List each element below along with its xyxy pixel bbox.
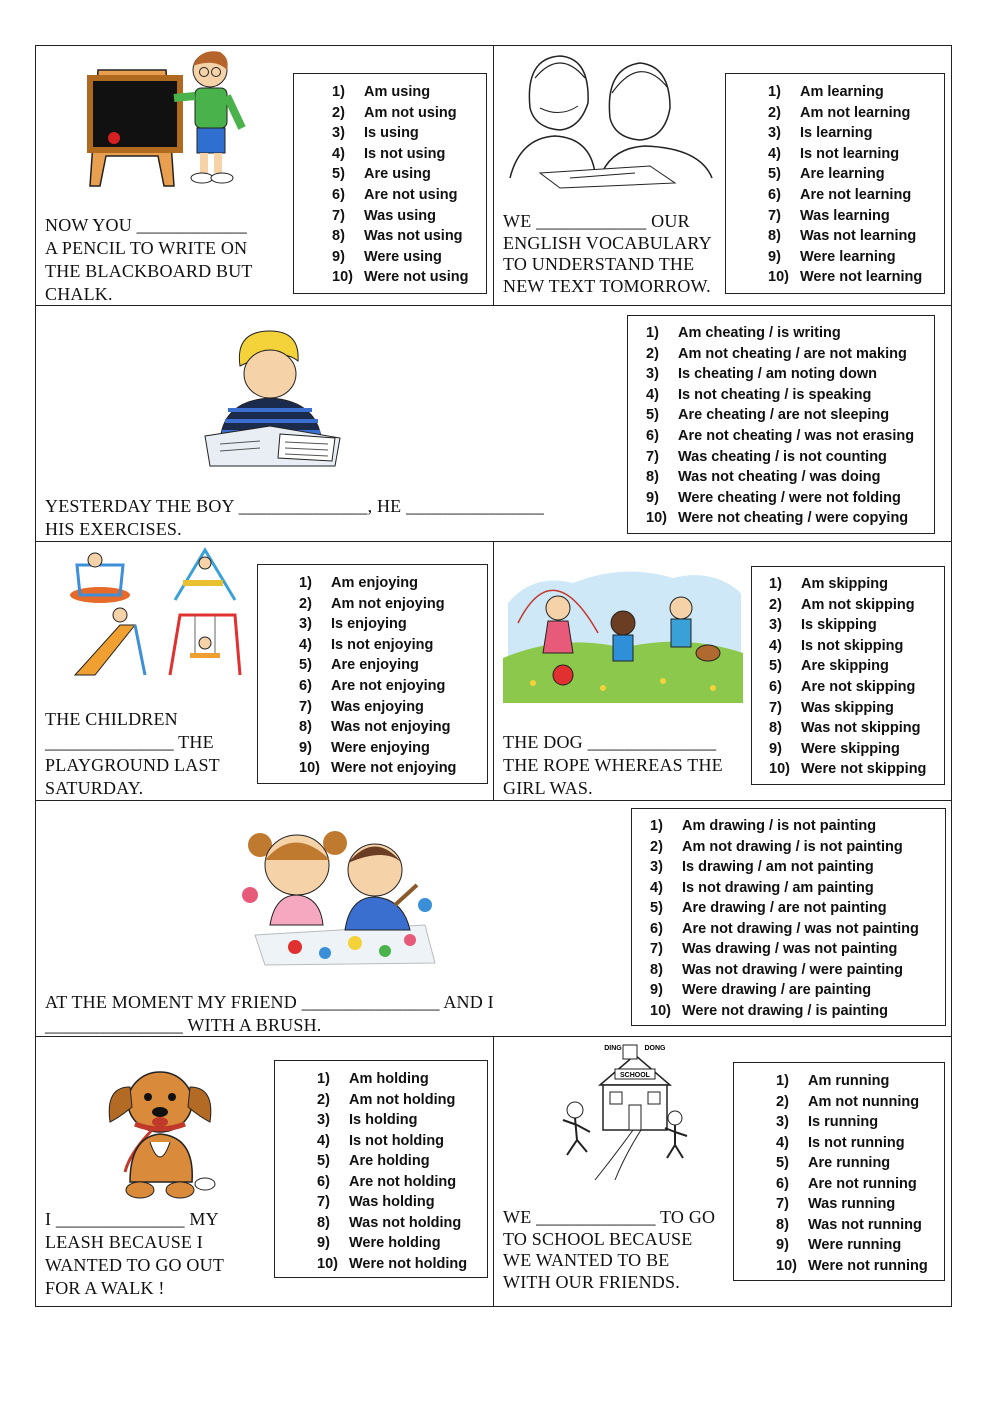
option-item[interactable]: 3) Is using	[332, 125, 419, 142]
option-item[interactable]: 1) Am enjoying	[299, 575, 419, 591]
option-item[interactable]: 1) Am running	[776, 1073, 890, 1089]
option-item[interactable]: 10) Were not enjoying	[299, 760, 457, 777]
option-item[interactable]: 1) Am learning	[768, 84, 884, 100]
option-item[interactable]: 10) Were not running	[776, 1257, 928, 1274]
option-item[interactable]: 7) Was enjoying	[299, 698, 424, 715]
options-box-running	[733, 1062, 945, 1281]
question-line: WE ____________ OUR	[503, 211, 690, 231]
question-line: NOW YOU ____________	[45, 215, 247, 235]
option-item[interactable]: 1) Am drawing / is not painting	[650, 818, 877, 834]
bell-right-text: DONG	[644, 1045, 666, 1052]
question-line: WE WANTED TO BE	[503, 1250, 670, 1270]
option-item[interactable]: 9) Were running	[776, 1237, 902, 1253]
option-item[interactable]: 7) Was drawing / was not painting	[650, 941, 898, 957]
question-line: GIRL WAS.	[503, 778, 593, 798]
option-item[interactable]: 8) Was not enjoying	[299, 719, 451, 736]
option-item[interactable]: 3) Is running	[776, 1114, 879, 1130]
option-item[interactable]: 9) Were holding	[317, 1235, 441, 1251]
option-item[interactable]: 8) Was not using	[332, 228, 463, 245]
option-item[interactable]: 5) Are cheating / are not sleeping	[646, 407, 890, 424]
option-item[interactable]: 3) Is learning	[768, 125, 873, 142]
column-divider	[493, 541, 494, 800]
question-line: AT THE MOMENT MY FRIEND _______________ AND I	[45, 992, 494, 1012]
options-list	[332, 82, 486, 288]
dog-leash-illustration	[100, 1062, 220, 1202]
option-item[interactable]: 10) Were not cheating / were copying	[646, 510, 909, 527]
column-divider	[493, 1036, 494, 1307]
school-running-illustration	[555, 1040, 695, 1188]
option-item[interactable]: 2) Am not using	[332, 104, 457, 121]
option-item[interactable]: 6) Are not skipping	[769, 678, 916, 695]
option-item[interactable]: 7) Was skipping	[769, 699, 894, 716]
option-item[interactable]: 6) Are not drawing / was not painting	[650, 920, 919, 937]
question-drawing	[45, 991, 494, 1037]
option-item[interactable]: 9) Were enjoying	[299, 739, 430, 756]
options-box-learning	[725, 73, 945, 294]
option-item[interactable]: 4) Is not running	[776, 1134, 905, 1151]
option-item[interactable]: 10) Were not drawing / is painting	[650, 1002, 888, 1019]
option-item[interactable]: 5) Are enjoying	[299, 657, 419, 674]
question-line: PLAYGROUND LAST	[45, 755, 220, 775]
option-item[interactable]: 3) Is holding	[317, 1112, 418, 1128]
question-line: A PENCIL TO WRITE ON	[45, 238, 248, 258]
question-line: YESTERDAY THE BOY ______________, HE _______________	[45, 496, 545, 516]
question-enjoying	[45, 708, 220, 800]
option-item[interactable]: 2) Am not learning	[768, 104, 911, 121]
option-item[interactable]: 5) Are learning	[768, 166, 885, 183]
options-box-enjoying	[257, 564, 488, 784]
options-box-skipping	[751, 566, 945, 785]
question-line: WANTED TO GO OUT	[45, 1255, 225, 1275]
option-item[interactable]: 3) Is enjoying	[299, 616, 407, 633]
option-item[interactable]: 10) Were not using	[332, 269, 469, 286]
option-item[interactable]: 3) Is drawing / am not painting	[650, 859, 874, 875]
question-line: THE BLACKBOARD BUT	[45, 261, 253, 281]
option-item[interactable]: 6) Are not using	[332, 186, 458, 203]
options-box-cheating	[627, 315, 935, 534]
option-item[interactable]: 4) Is not using	[332, 145, 446, 162]
option-item[interactable]: 7) Was cheating / is not counting	[646, 448, 887, 465]
options-list	[299, 573, 487, 779]
playground-illustration	[65, 545, 245, 685]
option-item[interactable]: 5) Are drawing / are not painting	[650, 900, 887, 916]
option-item[interactable]: 7) Was using	[332, 207, 436, 224]
option-item[interactable]: 5) Are using	[332, 166, 431, 183]
option-item[interactable]: 10) Were not skipping	[769, 761, 927, 778]
question-line: FOR A WALK !	[45, 1278, 165, 1298]
boy-writing-illustration	[200, 326, 345, 471]
option-item[interactable]: 9) Were cheating / were not folding	[646, 489, 901, 506]
question-line: TO UNDERSTAND THE	[503, 254, 695, 274]
option-item[interactable]: 4) Is not drawing / am painting	[650, 879, 874, 896]
option-item[interactable]: 8) Was not drawing / were painting	[650, 961, 904, 978]
question-line: ENGLISH VOCABULARY	[503, 232, 712, 253]
options-list	[650, 816, 945, 1021]
question-line: LEASH BECAUSE I	[45, 1232, 204, 1252]
option-item[interactable]: 5) Are holding	[317, 1153, 430, 1169]
option-item[interactable]: 7) Was running	[776, 1196, 896, 1212]
question-learning	[503, 211, 712, 297]
option-item[interactable]: 6) Are not holding	[317, 1173, 457, 1190]
option-item[interactable]: 4) Is not cheating / is speaking	[646, 386, 872, 403]
boy-blackboard-illustration	[80, 48, 260, 190]
option-item[interactable]: 1) Am cheating / is writing	[646, 325, 841, 341]
option-item[interactable]: 8) Was not running	[776, 1216, 922, 1233]
option-item[interactable]: 2) Am not enjoying	[299, 595, 445, 612]
option-item[interactable]: 7) Was learning	[768, 207, 890, 224]
question-line: I ______________ MY	[45, 1209, 219, 1229]
question-line: SATURDAY.	[45, 778, 144, 798]
option-item[interactable]: 2) Am not drawing / is not painting	[650, 838, 903, 855]
option-item[interactable]: 8) Was not holding	[317, 1214, 462, 1231]
option-item[interactable]: 9) Were skipping	[769, 740, 900, 757]
question-holding	[45, 1208, 224, 1300]
question-line: _______________ WITH A BRUSH.	[45, 1015, 322, 1035]
option-item[interactable]: 1) Am skipping	[769, 576, 889, 592]
question-line: THE DOG ______________	[503, 732, 717, 752]
question-line: TO SCHOOL BECAUSE	[503, 1228, 693, 1249]
column-divider	[493, 45, 494, 305]
option-item[interactable]: 3) Is cheating / am noting down	[646, 366, 877, 383]
bell-left-text: DING	[604, 1045, 622, 1052]
option-item[interactable]: 5) Are running	[776, 1155, 891, 1171]
options-box-drawing	[631, 808, 946, 1026]
option-item[interactable]: 6) Are not learning	[768, 186, 912, 203]
option-item[interactable]: 4) Is not enjoying	[299, 636, 434, 653]
option-item[interactable]: 7) Was holding	[317, 1194, 435, 1210]
question-line: NEW TEXT TOMORROW.	[503, 275, 711, 296]
question-line: THE CHILDREN	[45, 709, 178, 729]
option-item[interactable]: 5) Are skipping	[769, 658, 889, 675]
option-item[interactable]: 2) Am not cheating / are not making	[646, 345, 907, 362]
option-item[interactable]: 6) Are not enjoying	[299, 677, 446, 694]
option-item[interactable]: 1) Am using	[332, 84, 431, 100]
option-item[interactable]: 4) Is not holding	[317, 1132, 445, 1149]
options-box-holding	[274, 1060, 488, 1278]
option-item[interactable]: 9) Were using	[332, 248, 442, 265]
options-list	[776, 1071, 944, 1276]
question-line: WE _____________ TO GO	[503, 1207, 716, 1227]
option-item[interactable]: 2) Am not skipping	[769, 596, 915, 613]
question-line: ______________ THE	[45, 732, 214, 752]
option-item[interactable]: 4) Is not learning	[768, 145, 900, 162]
option-item[interactable]: 10) Were not learning	[768, 269, 923, 286]
option-item[interactable]: 10) Were not holding	[317, 1255, 468, 1272]
question-line: THE ROPE WHEREAS THE	[503, 755, 723, 775]
option-item[interactable]: 9) Were drawing / are painting	[650, 982, 872, 998]
option-item[interactable]: 4) Is not skipping	[769, 637, 904, 654]
option-item[interactable]: 3) Is skipping	[769, 617, 877, 634]
option-item[interactable]: 2) Am not holding	[317, 1091, 456, 1108]
option-item[interactable]: 6) Are not running	[776, 1175, 917, 1192]
option-item[interactable]: 1) Am holding	[317, 1071, 429, 1087]
kids-skipping-illustration	[503, 563, 743, 703]
question-line: CHALK.	[45, 284, 113, 304]
option-item[interactable]: 8) Was not skipping	[769, 720, 921, 737]
option-item[interactable]: 6) Are not cheating / was not erasing	[646, 427, 915, 444]
school-sign-text: SCHOOL	[620, 1072, 650, 1079]
option-item[interactable]: 9) Were learning	[768, 248, 896, 265]
options-list	[769, 574, 944, 780]
question-skipping	[503, 731, 723, 800]
option-item[interactable]: 2) Am not nunning	[776, 1093, 920, 1110]
row-divider	[35, 800, 952, 801]
options-list	[317, 1069, 487, 1274]
options-list	[646, 323, 934, 529]
option-item[interactable]: 8) Was not learning	[768, 228, 917, 245]
kids-studying-illustration	[500, 48, 720, 190]
options-list	[768, 82, 944, 288]
kids-painting-illustration	[235, 825, 440, 967]
question-cheating	[45, 495, 544, 541]
question-using	[45, 214, 253, 306]
options-box-using	[293, 73, 487, 294]
question-line: WITH OUR FRIENDS.	[503, 1271, 680, 1292]
question-running	[503, 1207, 715, 1293]
question-line: HIS EXERCISES.	[45, 519, 182, 539]
option-item[interactable]: 8) Was not cheating / was doing	[646, 469, 881, 486]
